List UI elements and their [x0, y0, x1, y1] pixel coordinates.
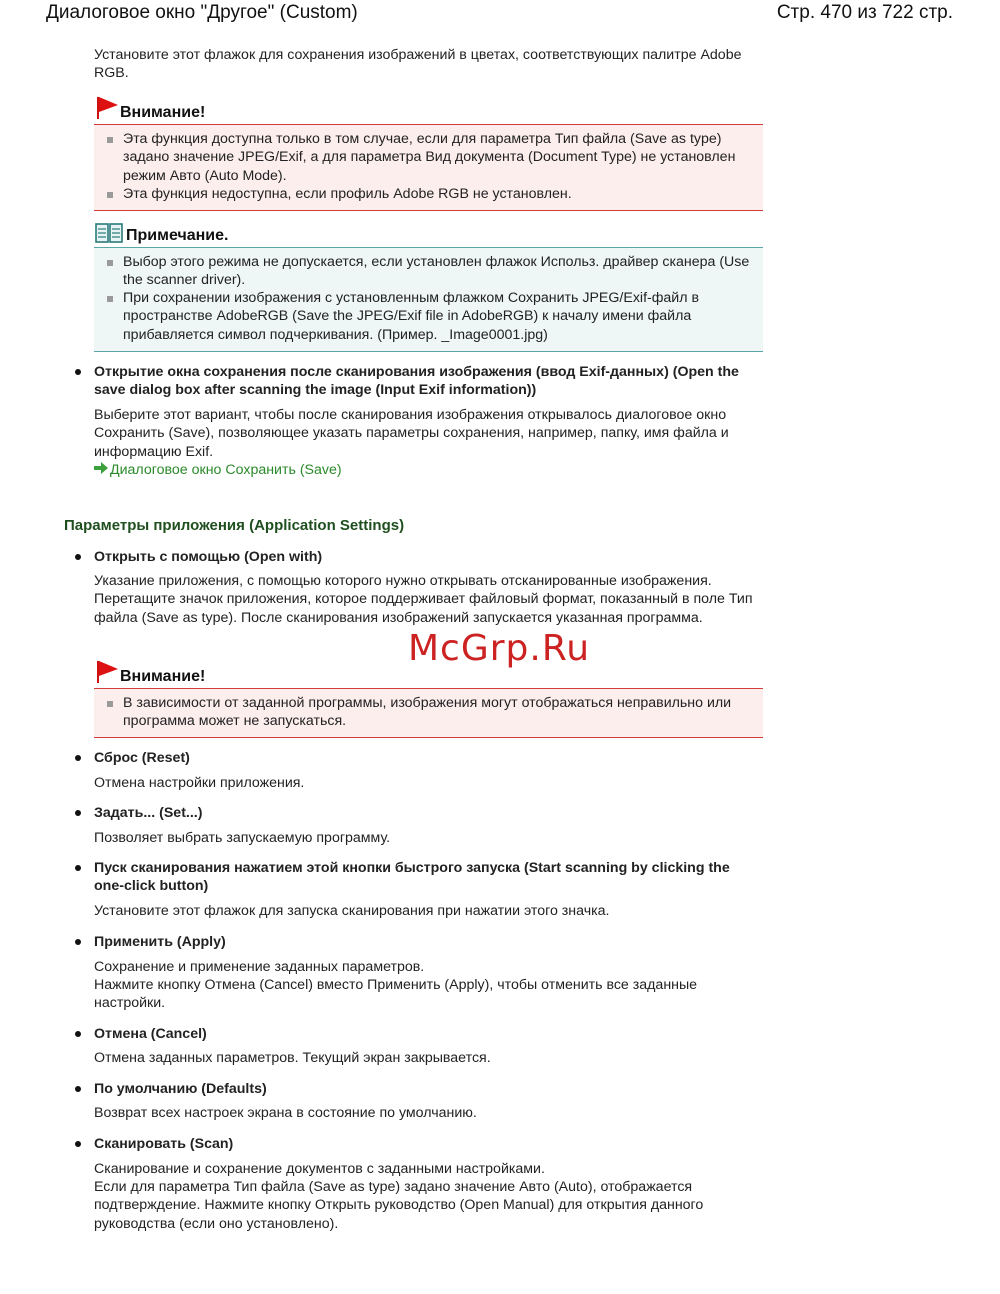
option-desc-scan-1: Сканирование и сохранение документов с заданными настройками.	[94, 1161, 545, 1177]
option-label-set: Задать... (Set...)	[94, 805, 203, 821]
list-bullet-icon	[107, 137, 113, 143]
list-bullet-icon	[107, 296, 113, 302]
option-desc-open-with: Указание приложения, с помощью которого нужно открывать отсканированные изображения. Перетащите значок приложения, которое поддерживает файловый формат, показанный в поле Тип файла (Save as type). После сканирования изображений запускается указанная программа.	[94, 573, 753, 626]
option-desc-apply-2: Нажмите кнопку Отмена (Cancel) вместо Применить (Apply), чтобы отменить все заданные настройки.	[94, 977, 698, 1012]
option-label-reset: Сброс (Reset)	[94, 750, 190, 766]
page-title: Диалоговое окно "Другое" (Custom)	[46, 2, 358, 23]
list-bullet-icon	[75, 755, 81, 761]
caution-title: Внимание!	[120, 668, 206, 685]
list-bullet-icon	[75, 865, 81, 871]
option-desc-apply-1: Сохранение и применение заданных параметров.	[94, 959, 425, 975]
option-label-defaults: По умолчанию (Defaults)	[94, 1081, 267, 1097]
list-bullet-icon	[107, 701, 113, 707]
note-item: Выбор этого режима не допускается, если установлен флажок Использ. драйвер сканера (Use the scanner driver).	[123, 254, 750, 289]
option-label-open-with: Открыть с помощью (Open with)	[94, 549, 323, 565]
watermark-text: McGrp.Ru	[408, 628, 591, 669]
list-bullet-icon	[75, 1031, 81, 1037]
list-bullet-icon	[107, 192, 113, 198]
list-bullet-icon	[107, 260, 113, 266]
list-bullet-icon	[75, 1141, 81, 1147]
caution-item: В зависимости от заданной программы, изображения могут отображаться неправильно или программа может не запускаться.	[123, 695, 732, 730]
option-label-scan: Сканировать (Scan)	[94, 1136, 234, 1152]
list-bullet-icon	[75, 369, 81, 375]
caution-flag-icon	[96, 660, 120, 689]
option-desc-defaults: Возврат всех настроек экрана в состояние по умолчанию.	[94, 1105, 477, 1121]
list-bullet-icon	[75, 939, 81, 945]
note-title: Примечание.	[126, 227, 229, 244]
option-label-open-save: Открытие окна сохранения после сканирования изображения (ввод Exif-данных) (Open the save dialog box after scanning the image (Input Exif information))	[94, 364, 739, 399]
note-box	[94, 247, 763, 352]
caution-item: Эта функция недоступна, если профиль Adobe RGB не установлен.	[123, 186, 572, 202]
note-item: При сохранении изображения с установленным флажком Сохранить JPEG/Exif-файл в пространстве AdobeRGB (Save the JPEG/Exif file in AdobeRGB) к началу имени файла прибавляется символ подчеркивания. (Пример. _Image0001.jpg)	[123, 290, 699, 343]
page-counter: Стр. 470 из 722 стр.	[776, 2, 953, 23]
option-label-cancel: Отмена (Cancel)	[94, 1026, 207, 1042]
option-desc-set: Позволяет выбрать запускаемую программу.	[94, 830, 391, 846]
option-label-apply: Применить (Apply)	[94, 934, 226, 950]
save-dialog-link-text: Диалоговое окно Сохранить (Save)	[110, 462, 342, 478]
caution-box	[94, 124, 763, 211]
option-desc-scan-2: Если для параметра Тип файла (Save as type) задано значение Авто (Auto), отображается подтверждение. Нажмите кнопку Открыть руководство (Open Manual) для открытия данного руководства (если оно установлено).	[94, 1179, 704, 1232]
caution-box	[94, 688, 763, 738]
list-bullet-icon	[75, 810, 81, 816]
option-desc-open-save: Выберите этот вариант, чтобы после сканирования изображения открывалось диалоговое окно Сохранить (Save), позволяющее указать параметры сохранения, например, папку, имя файла и информацию Exif.	[94, 407, 729, 460]
caution-item: Эта функция доступна только в том случае, если для параметра Тип файла (Save as type) задано значение JPEG/Exif, а для параметра Вид документа (Document Type) не установлен режим Авто (Auto Mode).	[123, 131, 736, 184]
caution-title: Внимание!	[120, 104, 206, 121]
list-bullet-icon	[75, 1086, 81, 1092]
option-label-one-click: Пуск сканирования нажатием этой кнопки быстрого запуска (Start scanning by clicking the one-click button)	[94, 860, 730, 895]
arrow-right-icon	[94, 461, 108, 479]
intro-text: Установите этот флажок для сохранения изображений в цветах, соответствующих палитре Adobe RGB.	[94, 47, 742, 82]
option-desc-reset: Отмена настройки приложения.	[94, 775, 305, 791]
option-desc-one-click: Установите этот флажок для запуска сканирования при нажатии этого значка.	[94, 903, 610, 919]
list-bullet-icon	[75, 554, 81, 560]
section-heading-app-settings: Параметры приложения (Application Settings)	[64, 517, 405, 534]
note-book-icon	[95, 222, 123, 249]
option-desc-cancel: Отмена заданных параметров. Текущий экран закрывается.	[94, 1050, 491, 1066]
caution-flag-icon	[96, 96, 120, 125]
save-dialog-link[interactable]	[94, 461, 494, 479]
